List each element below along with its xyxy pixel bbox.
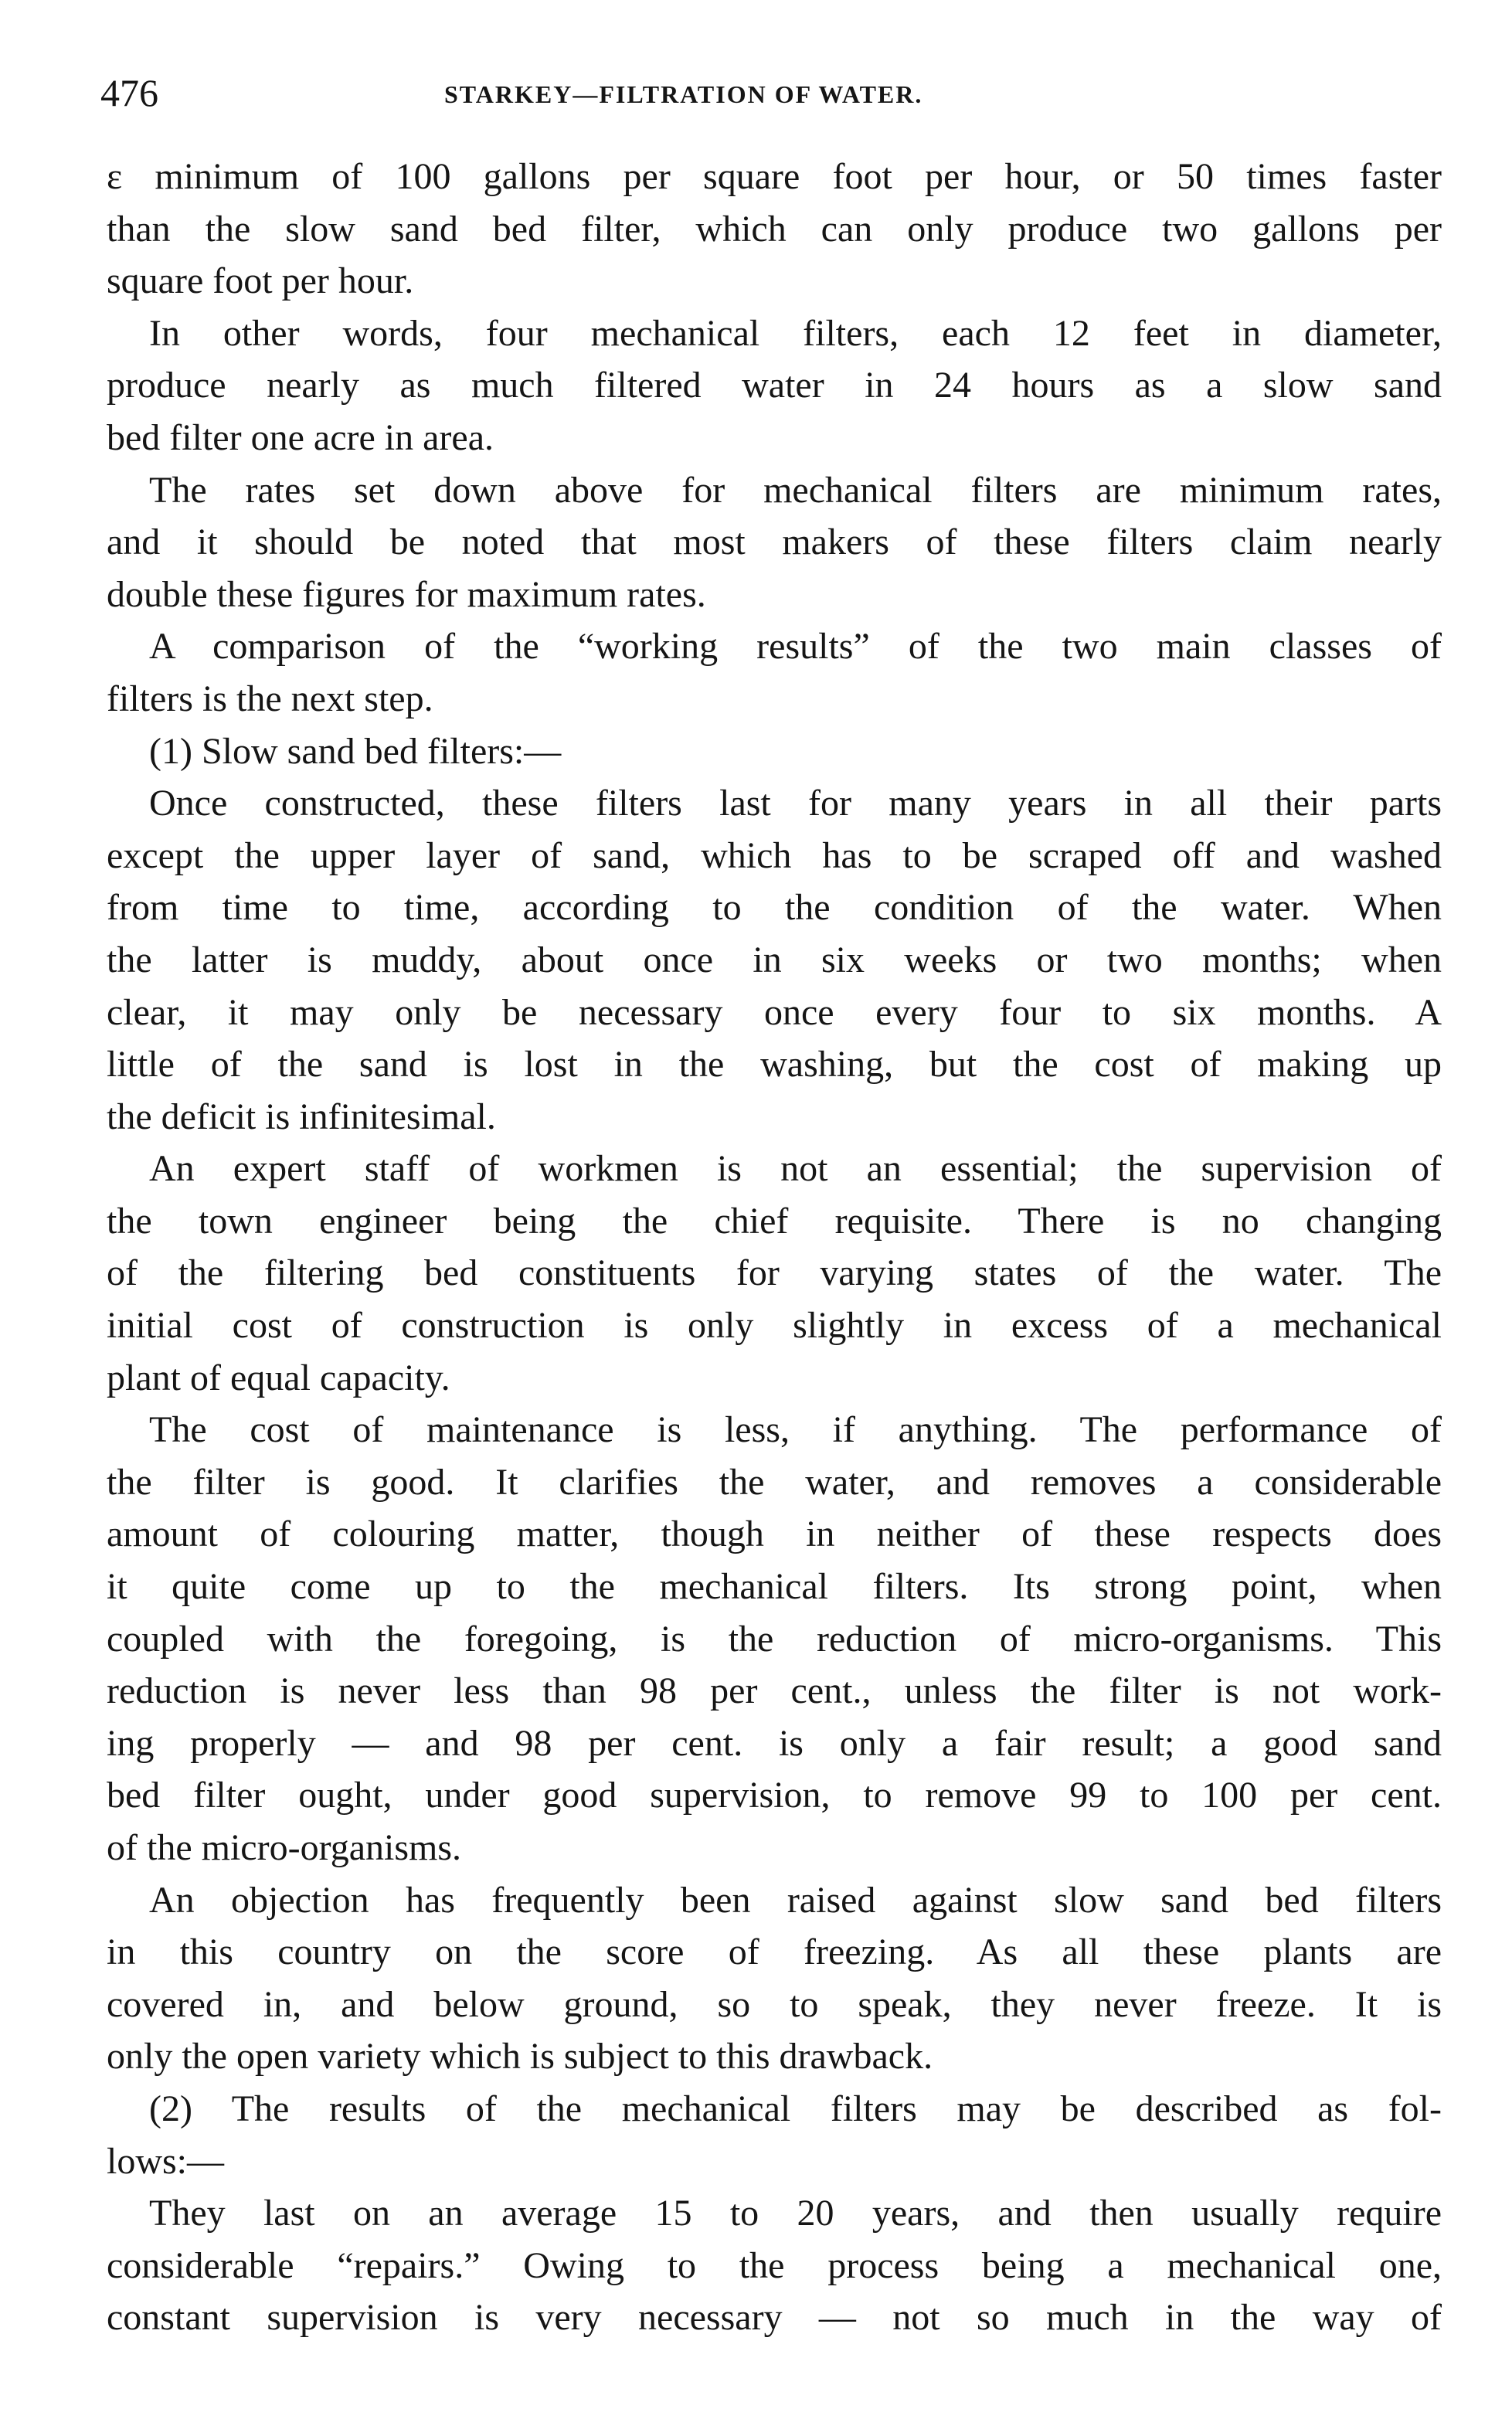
text-line: ε minimum of 100 gallons per square foot per hour, or 50 times faster bbox=[107, 156, 1442, 197]
body-text bbox=[107, 151, 1442, 2344]
text-line: in this country on the score of freezing. As all these plants are bbox=[107, 1931, 1442, 1973]
text-line: from time to time, according to the condition of the water. When bbox=[107, 887, 1442, 929]
text-line: the deficit is infinitesimal. bbox=[107, 1096, 496, 1137]
text-line: considerable “repairs.” Owing to the process being a mechanical one, bbox=[107, 2244, 1442, 2286]
text-line: reduction is never less than 98 per cent., unless the filter is not work- bbox=[107, 1670, 1442, 1712]
text-line: The rates set down above for mechanical filters are minimum rates, bbox=[149, 469, 1442, 511]
text-line: filters is the next step. bbox=[107, 678, 433, 719]
text-line: initial cost of construction is only slightly in excess of a mechanical bbox=[107, 1305, 1442, 1347]
text-line: lows:— bbox=[107, 2140, 225, 2182]
text-line: A comparison of the “working results” of the two main classes of bbox=[149, 626, 1442, 668]
text-line: They last on an average 15 to 20 years, and then usually require bbox=[149, 2193, 1442, 2234]
text-line: only the open variety which is subject to this drawback. bbox=[107, 2036, 933, 2078]
text-line: little of the sand is lost in the washing, but the cost of making up bbox=[107, 1044, 1442, 1085]
text-line: covered in, and below ground, so to speak, they never freeze. It is bbox=[107, 1983, 1442, 2025]
text-line: than the slow sand bed filter, which can only produce two gallons per bbox=[107, 208, 1442, 250]
text-line: An expert staff of workmen is not an essential; the supervision of bbox=[149, 1148, 1442, 1190]
text-line: the town engineer being the chief requisite. There is no changing bbox=[107, 1200, 1442, 1242]
running-head: STARKEY—FILTRATION OF WATER. bbox=[444, 80, 923, 108]
section-heading: (2) The results of the mechanical filters may be described as fol- bbox=[149, 2088, 1442, 2129]
text-line: square foot per hour. bbox=[107, 260, 414, 302]
text-line: the latter is muddy, about once in six weeks or two months; when bbox=[107, 939, 1442, 980]
text-line: constant supervision is very necessary — not so much in the way of bbox=[107, 2297, 1442, 2339]
text-line: An objection has frequently been raised against slow sand bed filters bbox=[149, 1879, 1442, 1921]
text-line: the filter is good. It clarifies the water, and removes a considerable bbox=[107, 1461, 1442, 1503]
text-line: amount of colouring matter, though in neither of these respects does bbox=[107, 1514, 1442, 1555]
text-line: bed filter one acre in area. bbox=[107, 416, 494, 458]
text-line: clear, it may only be necessary once every four to six months. A bbox=[107, 991, 1442, 1033]
text-line: of the micro-organisms. bbox=[107, 1827, 462, 1868]
text-line: bed filter ought, under good supervision, to remove 99 to 100 per cent. bbox=[107, 1775, 1442, 1816]
text-line: Once constructed, these filters last for many years in all their parts bbox=[149, 783, 1442, 824]
page-number: 476 bbox=[100, 71, 158, 114]
text-line: plant of equal capacity. bbox=[107, 1357, 450, 1398]
text-line: double these figures for maximum rates. bbox=[107, 573, 706, 615]
text-line: it quite come up to the mechanical filters. Its strong point, when bbox=[107, 1566, 1442, 1608]
section-heading: (1) Slow sand bed filters:— bbox=[149, 730, 562, 772]
text-line: In other words, four mechanical filters, each 12 feet in diameter, bbox=[149, 312, 1442, 354]
text-line: of the filtering bed constituents for varying states of the water. The bbox=[107, 1252, 1442, 1294]
text-line: and it should be noted that most makers of these filters claim nearly bbox=[107, 522, 1442, 563]
text-line: The cost of maintenance is less, if anything. The performance of bbox=[149, 1409, 1442, 1451]
text-line: produce nearly as much filtered water in 24 hours as a slow sand bbox=[107, 365, 1442, 406]
page-header bbox=[100, 70, 1445, 124]
text-line: ing properly — and 98 per cent. is only a fair result; a good sand bbox=[107, 1722, 1442, 1764]
text-line: coupled with the foregoing, is the reduction of micro-organisms. This bbox=[107, 1618, 1442, 1660]
text-line: except the upper layer of sand, which has to be scraped off and washed bbox=[107, 834, 1442, 876]
